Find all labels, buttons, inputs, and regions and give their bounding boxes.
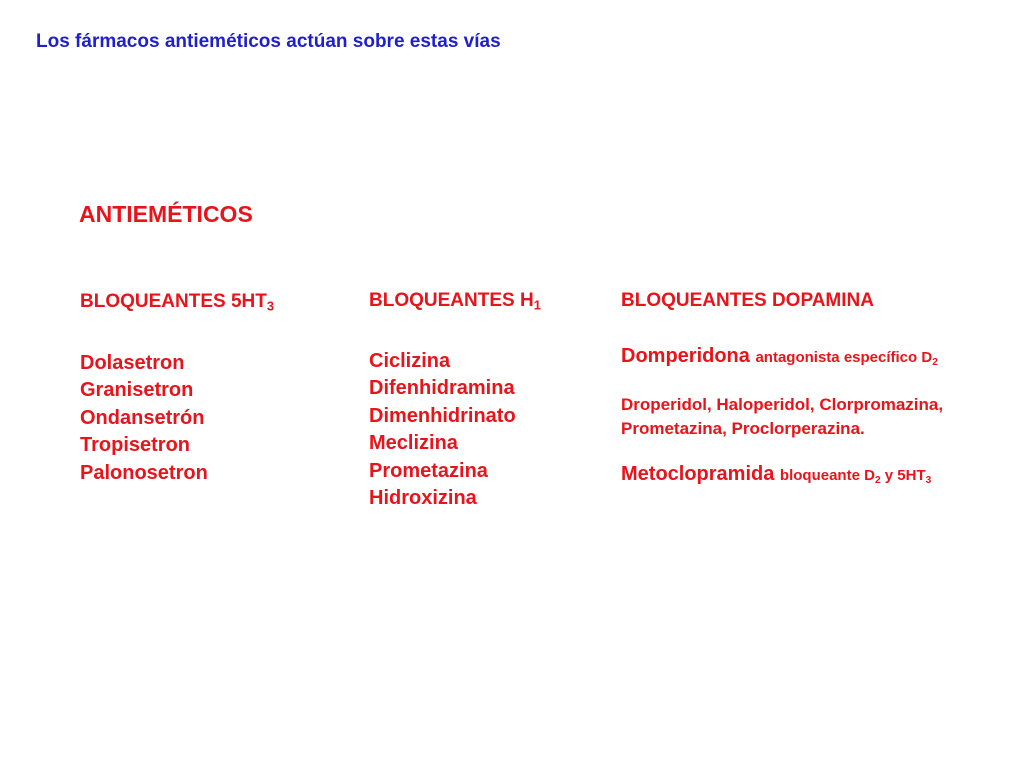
drug-name-metoclopramida: Metoclopramida (621, 462, 775, 485)
drug-group-neurolepticos (621, 393, 943, 441)
list-item: Ciclizina (369, 349, 451, 372)
list-item: Dimenhidrinato (369, 404, 516, 427)
column-heading-h1: BLOQUEANTES $H_1$ (369, 290, 541, 313)
list-item: Prometazina (369, 459, 488, 482)
list-item: Granisetron (80, 379, 194, 402)
list-item: Difenhidramina (369, 377, 515, 400)
column-bloqueantes-h1 (369, 289, 541, 513)
list-item: Ondansetrón (80, 406, 205, 429)
drug-name-domperidona: Domperidona (621, 345, 750, 367)
drug-list-h1 (369, 348, 541, 513)
column-heading-5ht3: BLOQUEANTES $5HT_3$ (80, 291, 275, 314)
section-heading-antiemeticos: ANTIEMÉTICOS (79, 201, 253, 227)
slide-title: Los fármacos antieméticos actúan sobre estas vías (36, 31, 501, 52)
column-bloqueantes-5ht3 (80, 290, 274, 487)
drug-entry-metoclopramida (621, 461, 943, 494)
list-item: Tropisetron (80, 434, 191, 457)
column-heading-dopamina: BLOQUEANTES DOPAMINA (621, 290, 874, 311)
drug-note-domperidona: antagonista específico $D_2$ (755, 349, 938, 368)
drug-list-5ht3 (80, 350, 274, 488)
drug-group-line: Prometazina, Proclorperazina. (621, 418, 865, 438)
list-item: Dolasetron (80, 351, 185, 374)
list-item: Meclizina (369, 432, 458, 455)
column-bloqueantes-dopamina (621, 289, 943, 494)
list-item: Hidroxizina (369, 487, 477, 510)
drug-note-metoclopramida: bloqueante $D_2$ y $5HT_3$ (779, 466, 932, 486)
drug-entry-domperidona (621, 343, 943, 376)
drug-group-line: Droperidol, Haloperidol, Clorpromazina, (621, 394, 944, 414)
list-item: Palonosetron (80, 461, 208, 484)
